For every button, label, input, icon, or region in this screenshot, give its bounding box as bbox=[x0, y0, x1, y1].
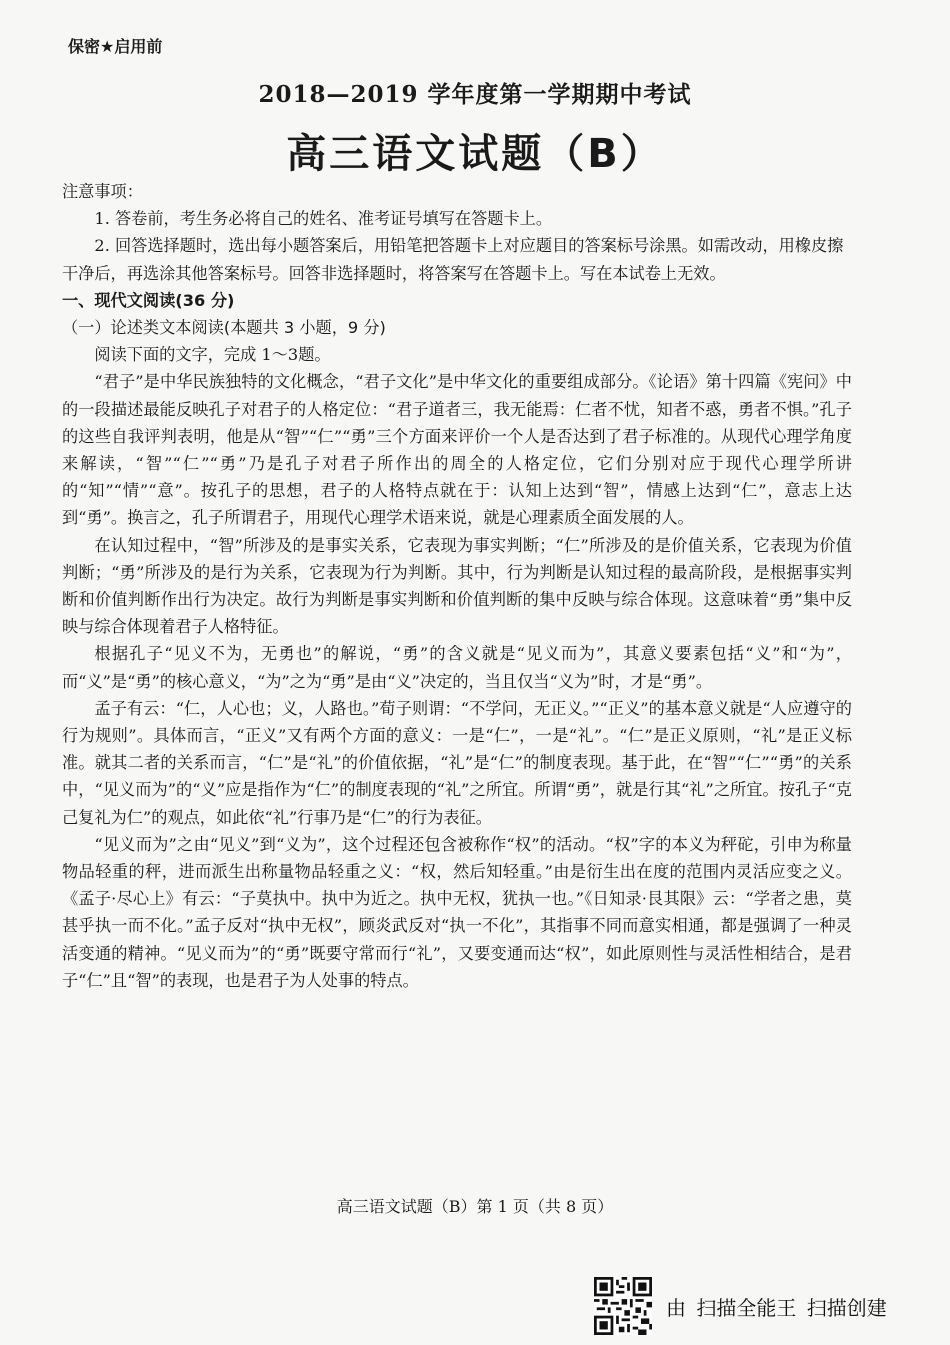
reading-instruction: 阅读下面的文字，完成 1～3题。 bbox=[94, 345, 331, 365]
notice-item-2: 2. 回答选择题时，选出每小题答案后，用铅笔把答题卡上对应题目的答案标号涂黑。如需改动，用橡皮擦干净后，再选涂其他答案标号。回答非选择题时，将答案写在答题卡上。写在本试卷上无效。 bbox=[62, 236, 844, 283]
section-subheading: （一）论述类文本阅读(本题共 3 小题，9 分) bbox=[62, 318, 386, 338]
paper-title: 高三语文试题（B） bbox=[286, 131, 664, 177]
exam-body bbox=[62, 178, 852, 994]
section-heading: 一、现代文阅读(36 分) bbox=[62, 290, 235, 310]
passage-paragraph: “见义而为”之由“见义”到“义为”，这个过程还包含被称作“权”的活动。“权”字的本义为秤砣，引申为称量物品轻重的秤，进而派生出称量物品轻重之义：“权，然后知轻重。”由是衍生出在度的范围内灵活应变之义。《孟子·尽心上》有云：“子莫执中。执中为近之。执中无权，犹执一也。”《日知录·艮其限》云：“学者之患，莫甚乎执一而不化。”孟子反对“执中无权”，顾炎武反对“执一不化”，其指事不同而意实相通，都是强调了一种灵活变通的精神。“见义而为”的“勇”既要守常而行“礼”，又要变通而达“权”，如此原则性与灵活性相结合，是君子“仁”且“智”的表现，也是君子为人处事的特点。 bbox=[62, 834, 852, 990]
qr-code-icon bbox=[594, 1277, 652, 1335]
passage-paragraph: 孟子有云：“仁，人心也；义，人路也。”荀子则谓：“不学问，无正义。”“正义”的基本意义就是“人应遵守的行为规则”。具体而言，“正义”又有两个方面的意义：一是“仁”，一是“礼”。“仁”是正义原则，“礼”是正义标准。就其二者的关系而言，“仁”是“礼”的价值依据，“礼”是“仁”的制度表现。基于此，在“智”“仁”“勇”的关系中，“见义而为”的“义”应是指作为“仁”的制度表现的“礼”之所宜。所谓“勇”，就是行其“礼”之所宜。按孔子“克己复礼为仁”的观点，如此依“礼”行事乃是“仁”的行为表征。 bbox=[62, 698, 852, 827]
scanner-watermark bbox=[594, 1276, 887, 1336]
notice-title: 注意事项： bbox=[62, 182, 143, 201]
exam-year-title: 2018—2019 学年度第一学期期中考试 bbox=[258, 81, 692, 108]
passage-paragraph: “君子”是中华民族独特的文化概念，“君子文化”是中华文化的重要组成部分。《论语》第十四篇《宪问》中的一段描述最能反映孔子对君子的人格定位：“君子道者三，我无能焉：仁者不忧，知者不惑，勇者不惧。”孔子的这些自我评判表明，他是从“智”“仁”“勇”三个方面来评价一个人是否达到了君子标准的。从现代心理学角度来解读，“智”“仁”“勇”乃是孔子对君子所作出的周全的人格定位，它们分别对应于现代心理学所讲的“知”“情”“意”。按孔子的思想，君子的人格特点就在于：认知上达到“智”，情感上达到“仁”，意志上达到“勇”。换言之，孔子所谓君子，用现代心理学术语来说，就是心理素质全面发展的人。 bbox=[62, 372, 852, 528]
passage-paragraph: 在认知过程中，“智”所涉及的是事实关系，它表现为事实判断；“仁”所涉及的是价值关系，它表现为价值判断；“勇”所涉及的是行为关系，它表现为行为判断。其中，行为判断是认知过程的最高阶段，是根据事实判断和价值判断作出行为决定。故行为判断是事实判断和价值判断的集中反映与综合体现。这意味着“勇”集中反映与综合体现着君子人格特征。 bbox=[62, 535, 852, 637]
reading-passage bbox=[62, 368, 852, 994]
scanner-watermark-text: 由 扫描全能王 扫描创建 bbox=[666, 1295, 887, 1320]
confidential-label: 保密★启用前 bbox=[68, 37, 163, 56]
notice-item-1: 1. 答卷前，考生务必将自己的姓名、准考证号填写在答题卡上。 bbox=[94, 209, 553, 229]
passage-paragraph: 根据孔子“见义不为，无勇也”的解说，“勇”的含义就是“见义而为”，其意义要素包括“义”和“为”，而“义”是“勇”的核心意义，“为”之为“勇”是由“义”决定的，当且仅当“义为”时，才是“勇”。 bbox=[62, 644, 852, 691]
page-footer: 高三语文试题（B）第 1 页（共 8 页） bbox=[336, 1197, 614, 1216]
